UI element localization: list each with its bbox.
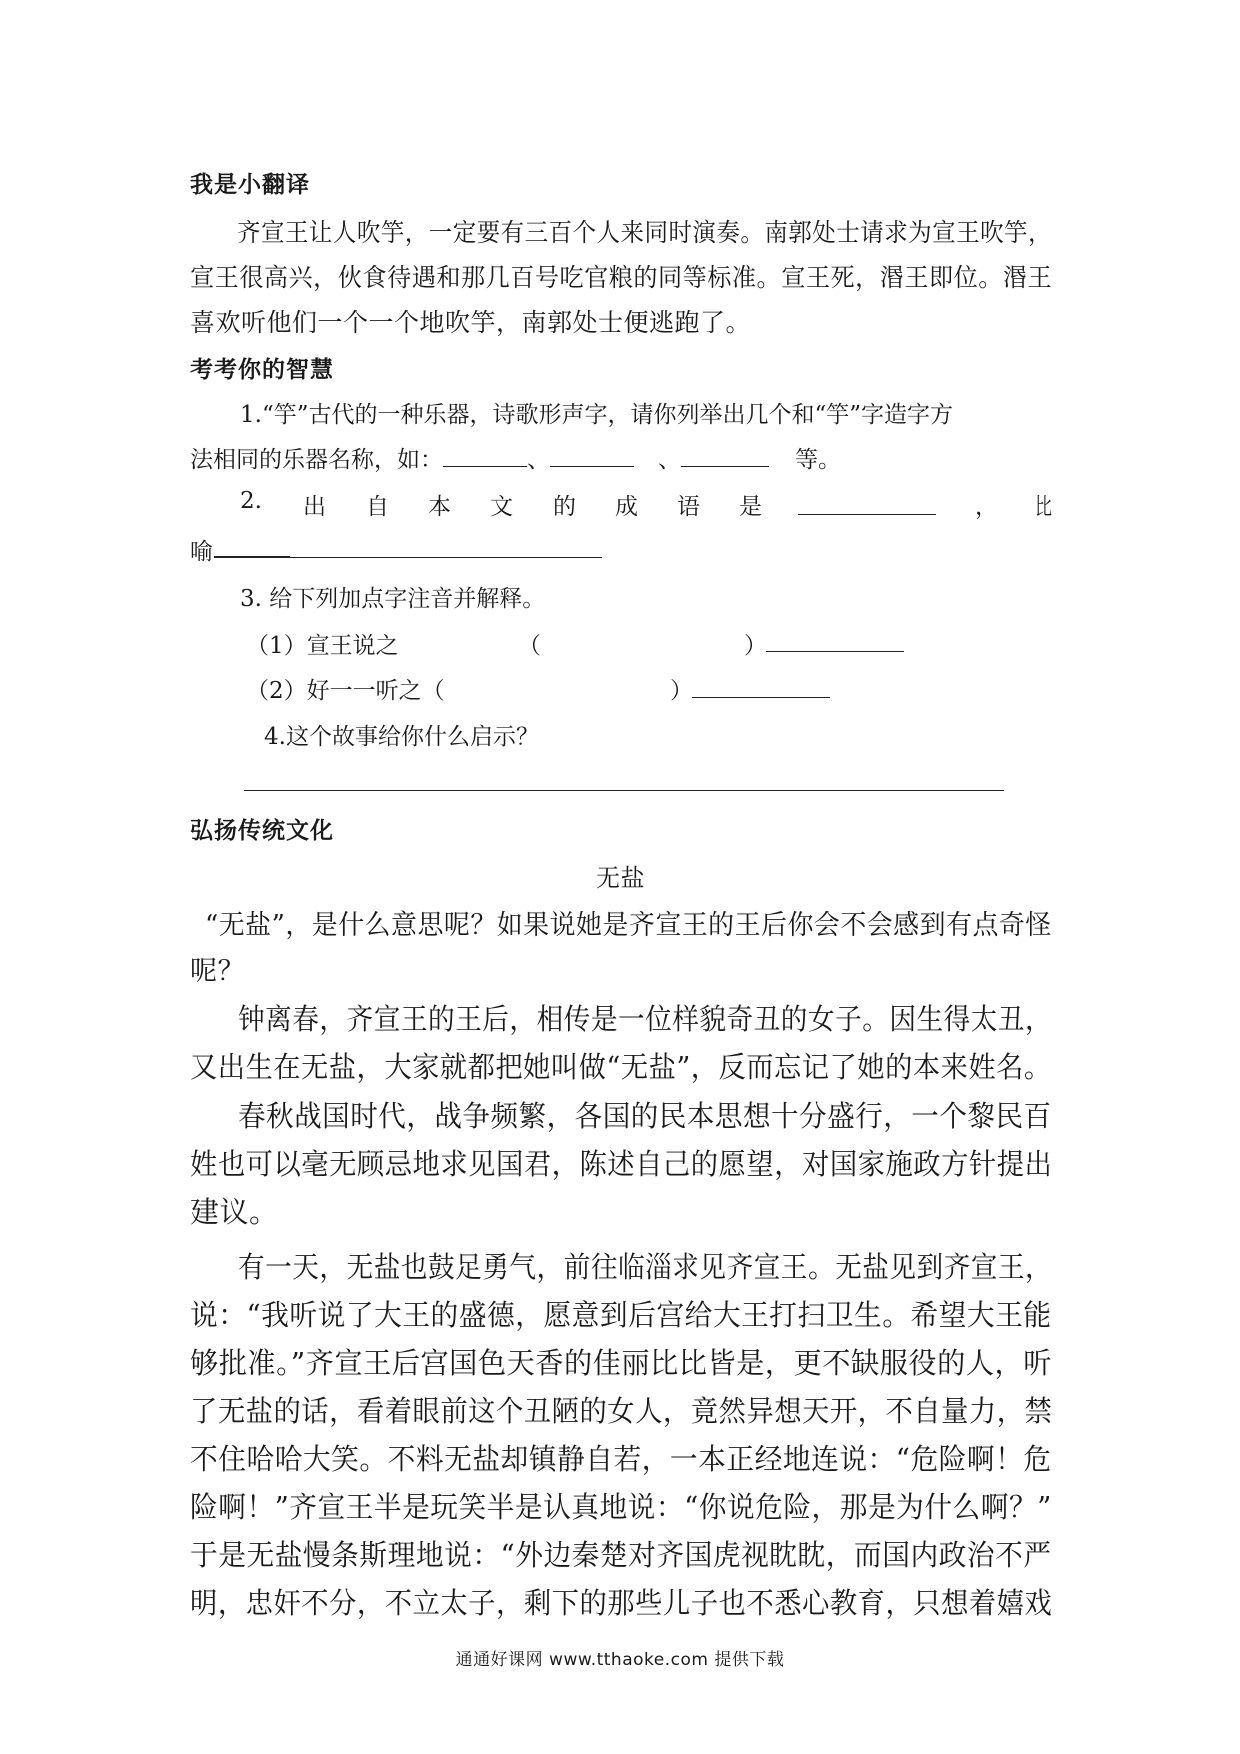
story-line-14: 于是无盐慢条斯理地说：“外边秦楚对齐国虎视眈眈，而国内政治不严 [190,1538,1052,1572]
separator: 、 [527,447,550,473]
story-line-8: 有一天，无盐也鼓足勇气，前往临淄求见齐宣王。无盐见到齐宣王， [238,1250,1053,1284]
story-line-1: “无盐”，是什么意思呢？如果说她是齐宣王的王后你会不会感到有点奇怪 [205,910,1052,941]
question-2-comma: ， [975,494,998,520]
story-line-6: 姓也可以毫无顾忌地求见国君，陈述自己的愿望，对国家施政方针提出 [190,1147,1053,1181]
question-2-char: 文 [490,494,513,520]
question-2-char: 的 [553,494,576,520]
story-line-10: 够批准。”齐宣王后宫国色天香的佳丽比比皆是，更不缺服役的人，听 [190,1346,1052,1380]
answer-blank-meaning-a[interactable] [214,556,290,558]
question-2-char: 语 [677,494,700,520]
section-heading-quiz: 考考你的智慧 [190,357,334,383]
question-2-bi: 比 [1035,494,1052,520]
paren-close: ） [670,678,693,704]
story-line-12: 不住哈哈大笑。不料无盐却镇静自若，一本正经地连说：“危险啊！危 [190,1442,1052,1476]
story-line-3: 钟离春，齐宣王的王后，相传是一位样貌奇丑的女子。因生得太丑， [238,1002,1053,1036]
story-line-9: 说：“我听说了大王的盛德，愿意到后宫给大王打扫卫生。希望大王能 [190,1298,1052,1332]
question-3: 3. 给下列加点字注音并解释。 [240,586,546,612]
separator: 、 [658,447,681,473]
story-line-2: 呢？ [190,956,245,987]
question-4: 4.这个故事给你什么启示？ [264,724,539,750]
answer-blank-idiom[interactable] [798,514,936,515]
question-1-line-2 [190,441,841,474]
story-line-5: 春秋战国时代，战争频繁，各国的民本思想十分盛行，一个黎民百 [238,1099,1052,1133]
story-line-11: 了无盐的话，看着眼前这个丑陋的女人，竟然异想天开，不自量力，禁 [190,1394,1053,1428]
story-line-13: 险啊！”齐宣王半是玩笑半是认真地说：“你说危险，那是为什么啊？” [190,1490,1052,1524]
answer-blank-2[interactable] [550,445,634,467]
question-1-suffix: 等。 [795,447,841,473]
story-line-4: 又出生在无盐，大家就都把她叫做“无盐”，反而忘记了她的本来姓名。 [190,1050,1052,1084]
section-heading-culture: 弘扬传统文化 [190,818,334,844]
question-2-char: 成 [615,494,638,520]
question-1-prefix: 法相同的乐器名称，如： [190,447,443,473]
answer-blank-3[interactable] [681,445,769,467]
question-2-char: 出 [303,494,326,520]
translation-line-3: 喜欢听他们一个一个地吹竽，南郭处士便逃跑了。 [190,308,752,337]
question-2-char: 是 [739,494,762,520]
answer-blank-item-2[interactable] [692,697,830,698]
question-2-char: 本 [428,494,451,520]
section-heading-translation: 我是小翻译 [190,172,310,198]
question-2-label: 2. [240,488,262,514]
translation-line-1: 齐宣王让人吹竽，一定要有三百个人来同时演奏。南郭处士请求为宣王吹竽， [237,218,1052,247]
story-line-7: 建议。 [190,1195,279,1229]
paren-close: ） [744,633,767,659]
answer-blank-1[interactable] [443,445,527,467]
story-title: 无盐 [596,864,645,892]
translation-line-2: 宣王很高兴，伙食待遇和那几百号吃官粮的同等标准。宣王死，湣王即位。湣王 [190,263,1053,292]
question-3-item-2: （2）好一一听之（ [246,678,445,704]
story-line-15: 明，忠奸不分，不立太子，剩下的那些儿子也不悉心教育，只想着嬉戏 [190,1586,1053,1620]
answer-blank-item-1[interactable] [766,651,904,652]
question-3-item-1: （1）宣王说之 [246,633,399,659]
question-2-line-2: 喻 [190,539,213,565]
answer-line-question-4[interactable] [244,790,1004,791]
question-2-char: 自 [366,494,389,520]
page-footer: 通通好课网 www.tthaoke.com 提供下载 [455,1650,785,1670]
answer-blank-meaning-b[interactable] [290,557,602,558]
question-1-line-1: 1.“竽”古代的一种乐器，诗歌形声字，请你列举出几个和“竽”字造字方 [240,402,953,428]
paren-open: （ [518,633,541,659]
